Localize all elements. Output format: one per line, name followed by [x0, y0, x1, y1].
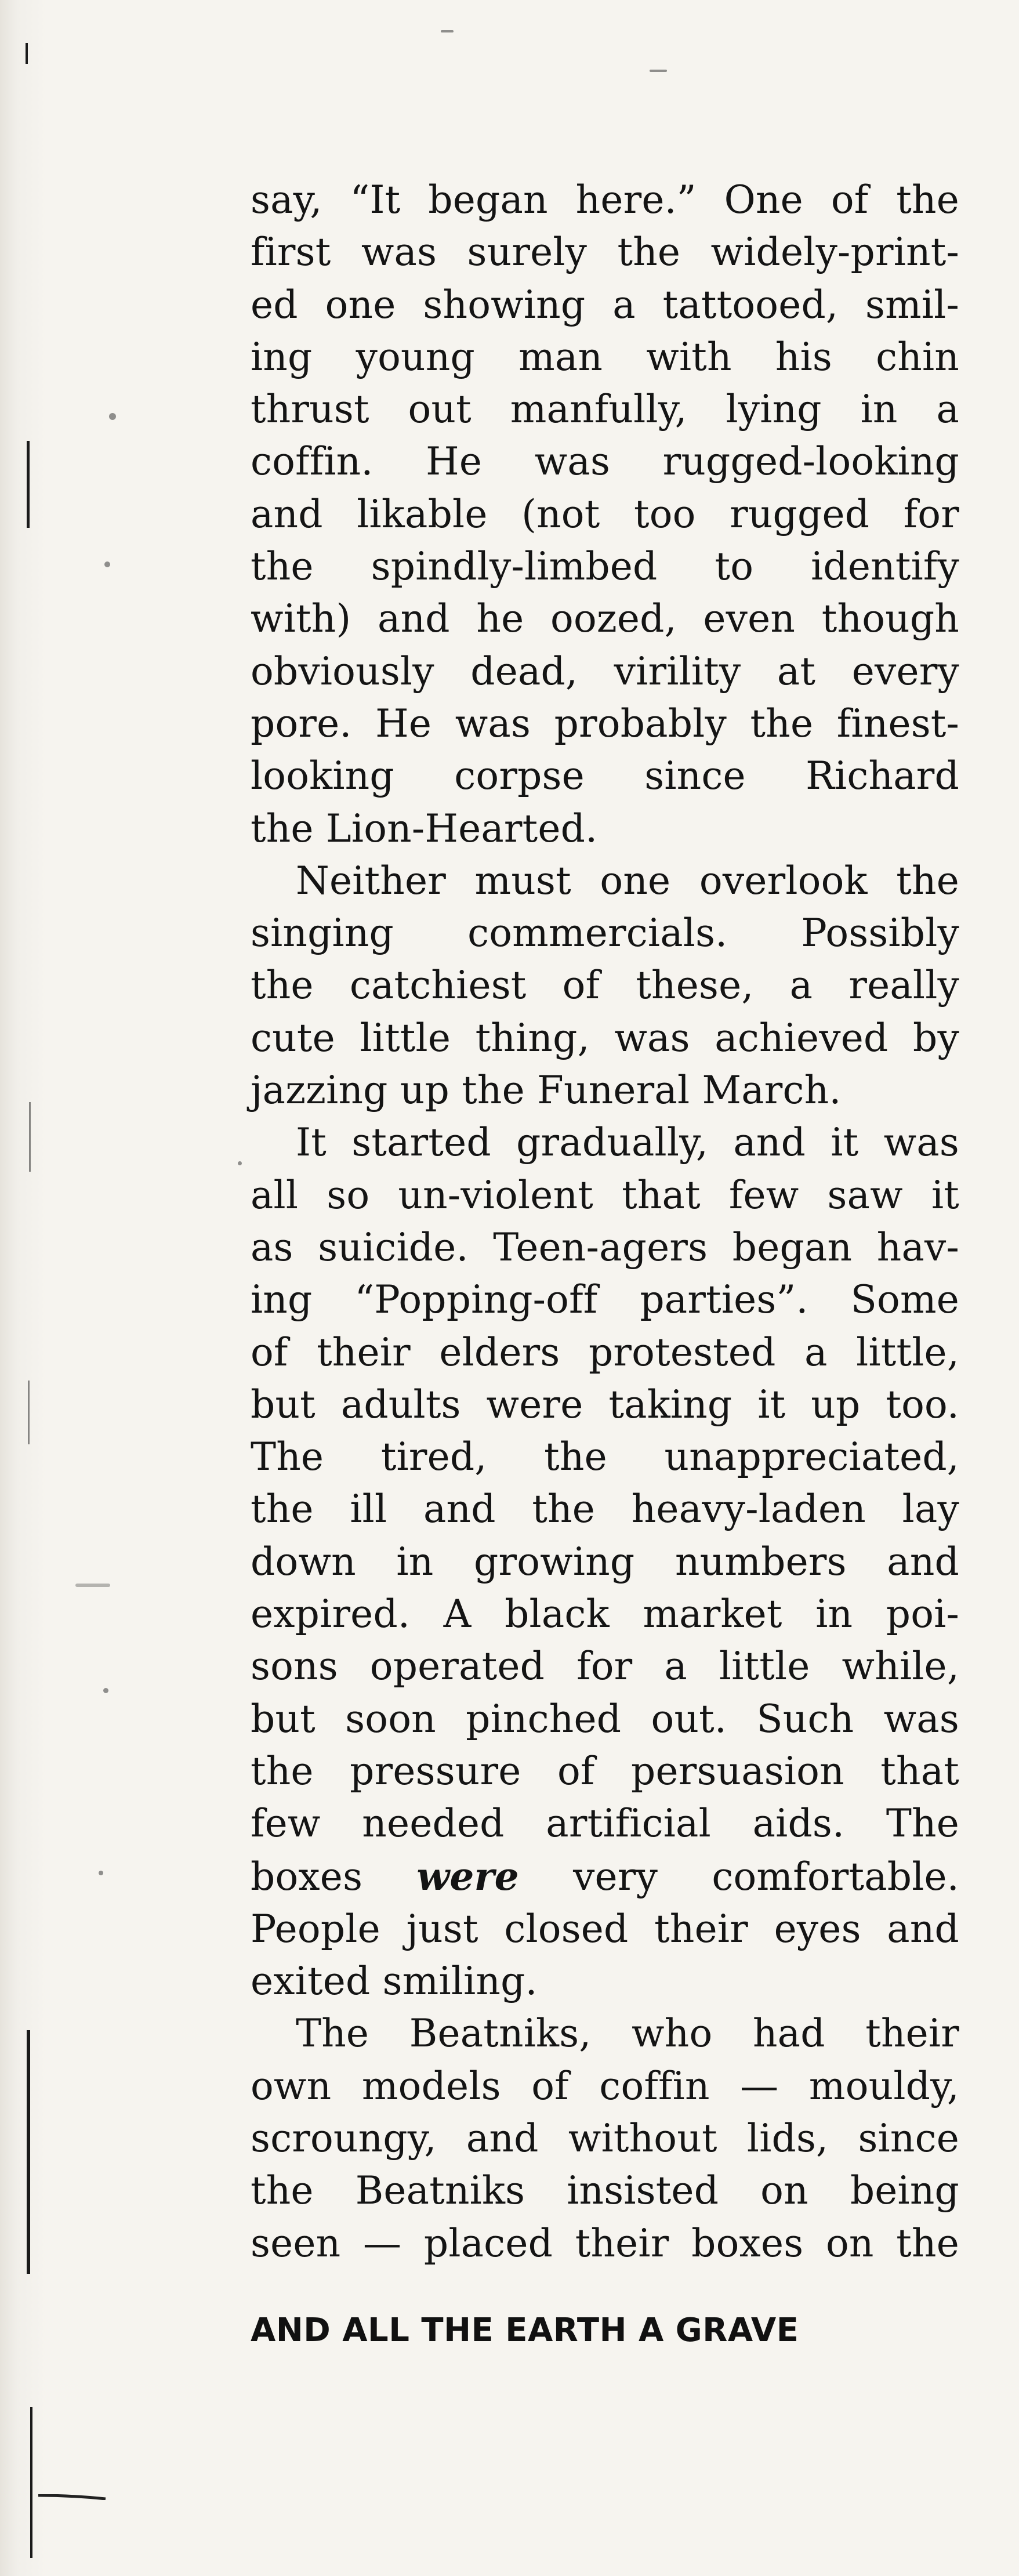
text-line: as suicide. Teen-agers began hav-: [251, 1224, 959, 1270]
text-line: but soon pinched out. Such was: [251, 1696, 959, 1741]
text-line: say, “It began here.” One of the: [251, 177, 959, 222]
text-line: expired. A black market in poi-: [251, 1592, 959, 1637]
text-line: scroungy, and without lids, since: [251, 2115, 959, 2161]
text-line: of their elders protested a little,: [251, 1329, 959, 1375]
text-line: obviously dead, virility at every: [251, 648, 959, 694]
text-line: jazzing up the Funeral March.: [251, 1068, 842, 1113]
text-line: first was surely the widely-print-: [251, 230, 959, 275]
text-line: down in growing numbers and: [251, 1539, 959, 1584]
scan-edge-mark: [27, 441, 30, 528]
text-line: coffin. He was rugged-looking: [251, 439, 959, 484]
text-line: exited smiling.: [251, 1959, 538, 2004]
text-line: thrust out manfully, lying in a: [251, 387, 959, 432]
text-line: all so un-violent that few saw it: [251, 1172, 959, 1218]
scan-edge-mark: [29, 1102, 31, 1172]
text-line: the Lion-Hearted.: [251, 806, 598, 851]
scan-speck: [104, 561, 110, 567]
scan-pen-stroke: [37, 2494, 107, 2500]
scan-speck: [238, 1161, 242, 1165]
text-line: ing young man with his chin: [251, 334, 959, 379]
paragraph-2: [251, 855, 959, 1117]
text-line: few needed artificial aids. The: [251, 1801, 959, 1846]
scan-edge-mark: [26, 43, 28, 64]
scan-edge-mark: [27, 2030, 30, 2274]
scan-edge-mark: [30, 2407, 32, 2558]
scan-speck: [109, 413, 116, 420]
text-line: The Beatniks, who had their: [296, 2011, 959, 2056]
body-text-column: [251, 174, 959, 2270]
scan-speck: [650, 70, 667, 72]
text-line: and likable (not too rugged for: [251, 491, 959, 537]
scan-speck: [103, 1688, 108, 1693]
text-line: the pressure of persuasion that: [251, 1748, 959, 1794]
scan-speck: [75, 1584, 110, 1587]
text-fragment: boxes: [251, 1854, 417, 1899]
paragraph-3: [251, 1117, 959, 2008]
text-line: It started gradually, and it was: [296, 1120, 959, 1165]
scan-edge-mark: [28, 1381, 30, 1444]
text-line: seen — placed their boxes on the: [251, 2220, 959, 2266]
text-line: but adults were taking it up too.: [251, 1382, 959, 1427]
text-line: with) and he oozed, even though: [251, 596, 959, 642]
text-line: the ill and the heavy-laden lay: [251, 1487, 959, 1532]
text-line: the Beatniks insisted on being: [251, 2168, 959, 2213]
text-fragment: very comfortable.: [518, 1854, 959, 1899]
paragraph-4: [251, 2008, 959, 2269]
text-line: the catchiest of these, a really: [251, 963, 959, 1008]
text-line: pore. He was probably the finest-: [251, 701, 959, 746]
text-line-italic: [251, 1850, 959, 1903]
text-line: looking corpse since Richard: [251, 753, 959, 799]
running-footer-title: AND ALL THE EARTH A GRAVE: [251, 2311, 799, 2349]
scan-speck: [99, 1871, 103, 1875]
italic-emphasis: were: [416, 1853, 519, 1899]
text-line: ed one showing a tattooed, smil-: [251, 282, 959, 327]
text-line: singing commercials. Possibly: [251, 911, 959, 956]
scan-speck: [441, 30, 454, 32]
text-line: ing “Popping-off parties”. Some: [251, 1277, 959, 1323]
text-line: cute little thing, was achieved by: [251, 1015, 959, 1060]
text-line: The tired, the unappreciated,: [251, 1434, 959, 1480]
paragraph-1: [251, 174, 959, 855]
text-line: sons operated for a little while,: [251, 1644, 959, 1689]
text-line: Neither must one overlook the: [296, 858, 959, 903]
text-line: the spindly-limbed to identify: [251, 544, 959, 589]
text-line: own models of coffin — mouldy,: [251, 2063, 959, 2108]
text-line: People just closed their eyes and: [251, 1906, 959, 1951]
